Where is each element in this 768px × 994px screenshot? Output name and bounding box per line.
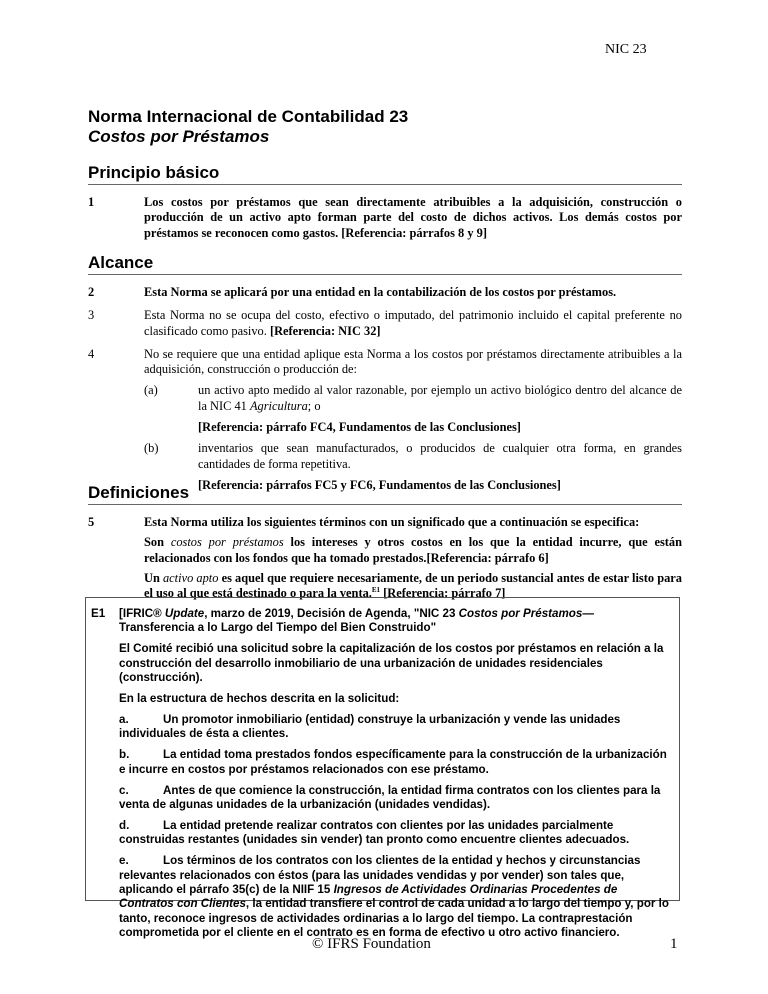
definition-intro: Esta Norma utiliza los siguientes términos con un significado que a continuación se especifica:	[144, 515, 640, 529]
paragraph-text: Los costos por préstamos que sean directamente atribuibles a la adquisición, construcción o producción de un activo apto forman parte del costo de dichos activos. Los demás costos por préstamos se reconocen como gastos. [Referencia: párrafos 8 y 9]	[144, 195, 682, 240]
paragraph-3	[88, 308, 682, 339]
standard-name: Ingresos de Actividades Ordinarias Procedentes de Contratos con Clientes	[119, 883, 618, 911]
note-item-d: d. La entidad pretende realizar contratos con clientes por las unidades parcialmente construidas restantes (unidades sin vender) tan pronto como encuentre clientes adecuados.	[119, 818, 630, 847]
paragraph-body	[144, 515, 682, 601]
section-heading: Definiciones	[88, 483, 682, 505]
sub-item-a	[144, 383, 682, 435]
definition-borrowing-costs: Son costos por préstamos los intereses y otros costos en los que la entidad incurre, que están relacionados con los fondos que ha tomado prestados.[Referencia: párrafo 6]	[144, 535, 683, 565]
footnote-marker[interactable]: E1	[371, 586, 381, 595]
reference-link[interactable]: [Referencia: párrafo 7]	[380, 586, 506, 601]
defined-term: costos por préstamos	[170, 535, 284, 550]
reference-link[interactable]: [Referencia: NIC 32]	[269, 323, 381, 338]
defined-term: activo apto	[162, 570, 219, 585]
paragraph-number: 1	[88, 195, 95, 209]
standard-subtitle: Costos por Préstamos	[88, 127, 270, 146]
editorial-note-box	[85, 597, 680, 940]
item-label: (a)	[144, 383, 158, 398]
section-alcance	[88, 253, 682, 493]
paragraph-2	[88, 285, 682, 300]
reference-link[interactable]: [Referencia: párrafo FC4, Fundamentos de las Conclusiones]	[198, 420, 521, 435]
note-paragraph: El Comité recibió una solicitud sobre la capitalización de los costos por préstamos en relación a la construcción del desarrollo inmobiliario de una urbanización de unidades residenciales (construcción).	[119, 642, 664, 685]
paragraph-body	[144, 308, 682, 339]
footer-copyright: © IFRS Foundation	[312, 936, 431, 952]
item-text: un activo apto medido al valor razonable, por ejemplo un activo biológico dentro del alcance de la NIC 41 Agricultura; o	[198, 383, 682, 413]
note-item-e: e. Los términos de los contratos con los clientes de la entidad y hechos y circunstancias relevantes relacionados con éstos (para las unidades vendidas y por vender) son tales que, aplicando el párrafo 35(c) de la NIIF 15 Ingresos de Actividades Ordinarias Procedentes de Contratos con Clientes, la entidad transfiere el control de cada unidad a lo largo del tiempo y, por lo tanto, reconoce ingresos de actividades ordinarias a lo largo del tiempo. La contraprestación comprometida por el cliente en el contrato es en forma de efectivo u otro activo financiero.	[119, 854, 669, 940]
running-head: NIC 23	[605, 42, 647, 57]
item-text: inventarios que sean manufacturados, o producidos de cualquier otra forma, en grandes cantidades de forma repetitiva.	[198, 441, 682, 471]
note-item-c: c. Antes de que comience la construcción, la entidad firma contratos con los clientes para la venta de algunas unidades de la urbanización (unidades vendidas).	[119, 783, 661, 811]
section-definiciones	[88, 483, 682, 606]
note-paragraph: En la estructura de hechos descrita en la solicitud:	[119, 692, 400, 706]
document-title	[88, 107, 408, 147]
paragraph-text: Esta Norma no se ocupa del costo, efectivo o imputado, del patrimonio incluido el capital preferente no clasificado como pasivo.	[144, 308, 682, 338]
section-heading: Principio básico	[88, 163, 682, 185]
paragraph-text: Esta Norma se aplicará por una entidad en la contabilización de los costos por préstamos.	[144, 285, 617, 299]
note-title: [IFRIC® Update, marzo de 2019, Decisión de Agenda, "NIC 23 Costos por Préstamos— Transferencia a lo Largo del Tiempo del Bien Construido"	[119, 607, 594, 635]
note-item-b: b. La entidad toma prestados fondos específicamente para la construcción de la urbanización e incurre en costos por préstamos relacionados con ese préstamo.	[119, 748, 667, 776]
section-principio-basico	[88, 163, 682, 241]
paragraph-1	[88, 195, 682, 241]
paragraph-number: 3	[88, 308, 95, 323]
section-heading: Alcance	[88, 253, 682, 275]
paragraph-4	[88, 347, 682, 493]
standard-name: Agricultura	[249, 398, 308, 413]
paragraph-text: No se requiere que una entidad aplique esta Norma a los costos por préstamos directamente atribuibles a la adquisición, construcción o producción de:	[144, 346, 682, 377]
paragraph-number: 4	[88, 346, 95, 361]
paragraph-number: 2	[88, 285, 95, 299]
note-item-a: a. Un promotor inmobiliario (entidad) construye la urbanización y vende las unidades individuales de ésta a clientes.	[119, 712, 621, 741]
note-number: E1	[91, 607, 106, 620]
definition-qualifying-asset: Un activo apto es aquel que requiere necesariamente, de un periodo sustancial antes de estar listo para el uso al que está destinado o para la venta.$^{E1}$ [Referencia: párrafo 7]	[144, 570, 682, 601]
note-content	[119, 607, 671, 947]
paragraph-5	[88, 515, 682, 601]
page-number: 1	[670, 936, 678, 952]
standard-title: Norma Internacional de Contabilidad 23	[88, 107, 409, 126]
item-label: (b)	[144, 441, 159, 456]
paragraph-number: 5	[88, 515, 95, 529]
reference-link[interactable]: [Referencia: párrafos FC5 y FC6, Fundamentos de las Conclusiones]	[198, 477, 561, 492]
